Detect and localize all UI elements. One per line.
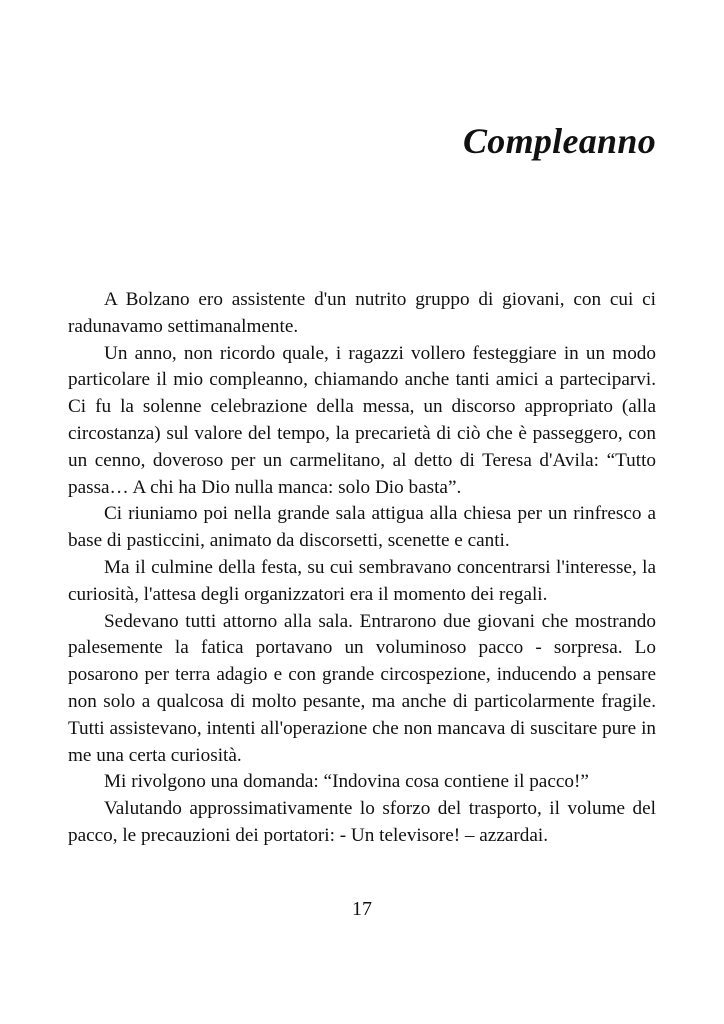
paragraph: Un anno, non ricordo quale, i ragazzi vollero festeggiare in un modo particolare il mio compleanno, chiamando anche tanti amici a parteciparvi. Ci fu la solenne celebrazione della messa, un discorso appropriato (alla circostanza) sul valore del tempo, la precarietà di ciò che è passeggero, con un cenno, doveroso per un carmelitano, al detto di Teresa d'Avila: “Tutto passa… A chi ha Dio nulla manca: solo Dio basta”. xyxy=(68,342,656,498)
paragraph: Sedevano tutti attorno alla sala. Entrarono due giovani che mostrando palesemente la fatica portavano un voluminoso pacco - sorpresa. Lo posarono per terra adagio e con grande circospezione, inducendo a pensare non solo a qualcosa di molto pesante, ma anche di particolarmente fragile. Tutti assistevano, intenti all'operazione che non mancava di suscitare pure in me una certa curiosità. xyxy=(68,610,656,766)
paragraph: Valutando approssimativamente lo sforzo del trasporto, il volume del pacco, le precauzioni dei portatori: - Un televisore! – azzardai. xyxy=(68,798,656,846)
page-number: 17 xyxy=(352,898,372,920)
paragraph: Mi rivolgono una domanda: “Indovina cosa contiene il pacco!” xyxy=(104,771,589,793)
paragraph: Ma il culmine della festa, su cui sembravano concentrarsi l'interesse, la curiosità, l'attesa degli organizzatori era il momento dei regali. xyxy=(68,556,656,605)
body-text xyxy=(68,287,656,850)
chapter-title: Compleanno xyxy=(462,121,656,161)
paragraph: A Bolzano ero assistente d'un nutrito gruppo di giovani, con cui ci radunavamo settimanalmente. xyxy=(68,289,656,337)
paragraph: Ci riuniamo poi nella grande sala attigua alla chiesa per un rinfresco a base di pasticcini, animato da discorsetti, scenette e canti. xyxy=(68,503,656,552)
